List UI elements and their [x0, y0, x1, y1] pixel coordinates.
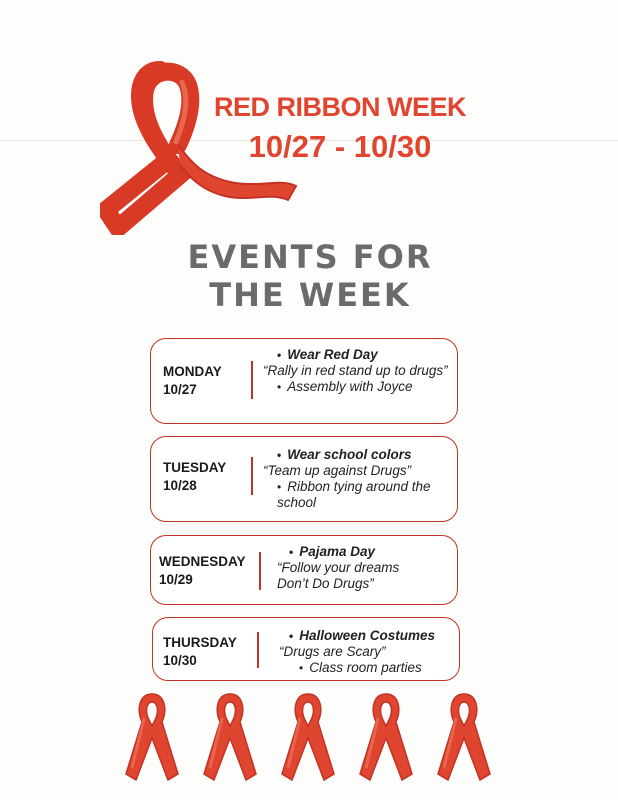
- title-dates: 10/27 - 10/30: [248, 129, 432, 164]
- day-date: 10/29: [159, 572, 193, 587]
- red-ribbon-icon: [438, 694, 490, 780]
- event-activity: • Ribbon tying around the school: [263, 479, 435, 511]
- red-ribbon-icon: [282, 694, 334, 780]
- divider: [251, 457, 253, 495]
- day-name: MONDAY: [163, 364, 222, 379]
- event-title: • Wear school colors: [263, 447, 435, 463]
- day-card-tuesday: [150, 436, 458, 522]
- red-ribbon-icon: [204, 694, 256, 780]
- event-title: • Pajama Day: [277, 544, 417, 560]
- event-slogan: “Drugs are Scary”: [279, 644, 386, 659]
- red-ribbon-icon: [360, 694, 412, 780]
- heading-line-2: THE WEEK: [209, 276, 411, 314]
- day-card-thursday: [152, 617, 460, 681]
- event-title: • Wear Red Day: [263, 347, 451, 363]
- event-activity: • Class room parties: [279, 660, 455, 676]
- title-line-1: RED RIBBON WEEK: [213, 92, 466, 122]
- day-name: TUESDAY: [163, 460, 227, 475]
- heading-line-1: EVENTS FOR: [187, 238, 433, 276]
- day-date: 10/27: [163, 382, 197, 397]
- divider: [259, 552, 261, 590]
- ribbon-row: [122, 688, 502, 788]
- events-heading: [140, 238, 480, 314]
- page-title: [200, 92, 480, 165]
- day-date: 10/30: [163, 653, 197, 668]
- event-slogan: “Follow your dreams Don’t Do Drugs”: [277, 560, 400, 591]
- red-ribbon-icon: [126, 694, 178, 780]
- divider: [251, 361, 253, 399]
- event-slogan: “Rally in red stand up to drugs”: [263, 363, 448, 378]
- event-slogan: “Team up against Drugs”: [263, 463, 412, 478]
- event-title: • Halloween Costumes: [279, 628, 455, 644]
- divider: [257, 632, 259, 668]
- day-name: WEDNESDAY: [159, 554, 246, 569]
- day-date: 10/28: [163, 478, 197, 493]
- day-card-wednesday: [150, 535, 458, 605]
- day-card-monday: [150, 338, 458, 424]
- event-activity: • Assembly with Joyce: [263, 379, 451, 395]
- day-name: THURSDAY: [163, 635, 237, 650]
